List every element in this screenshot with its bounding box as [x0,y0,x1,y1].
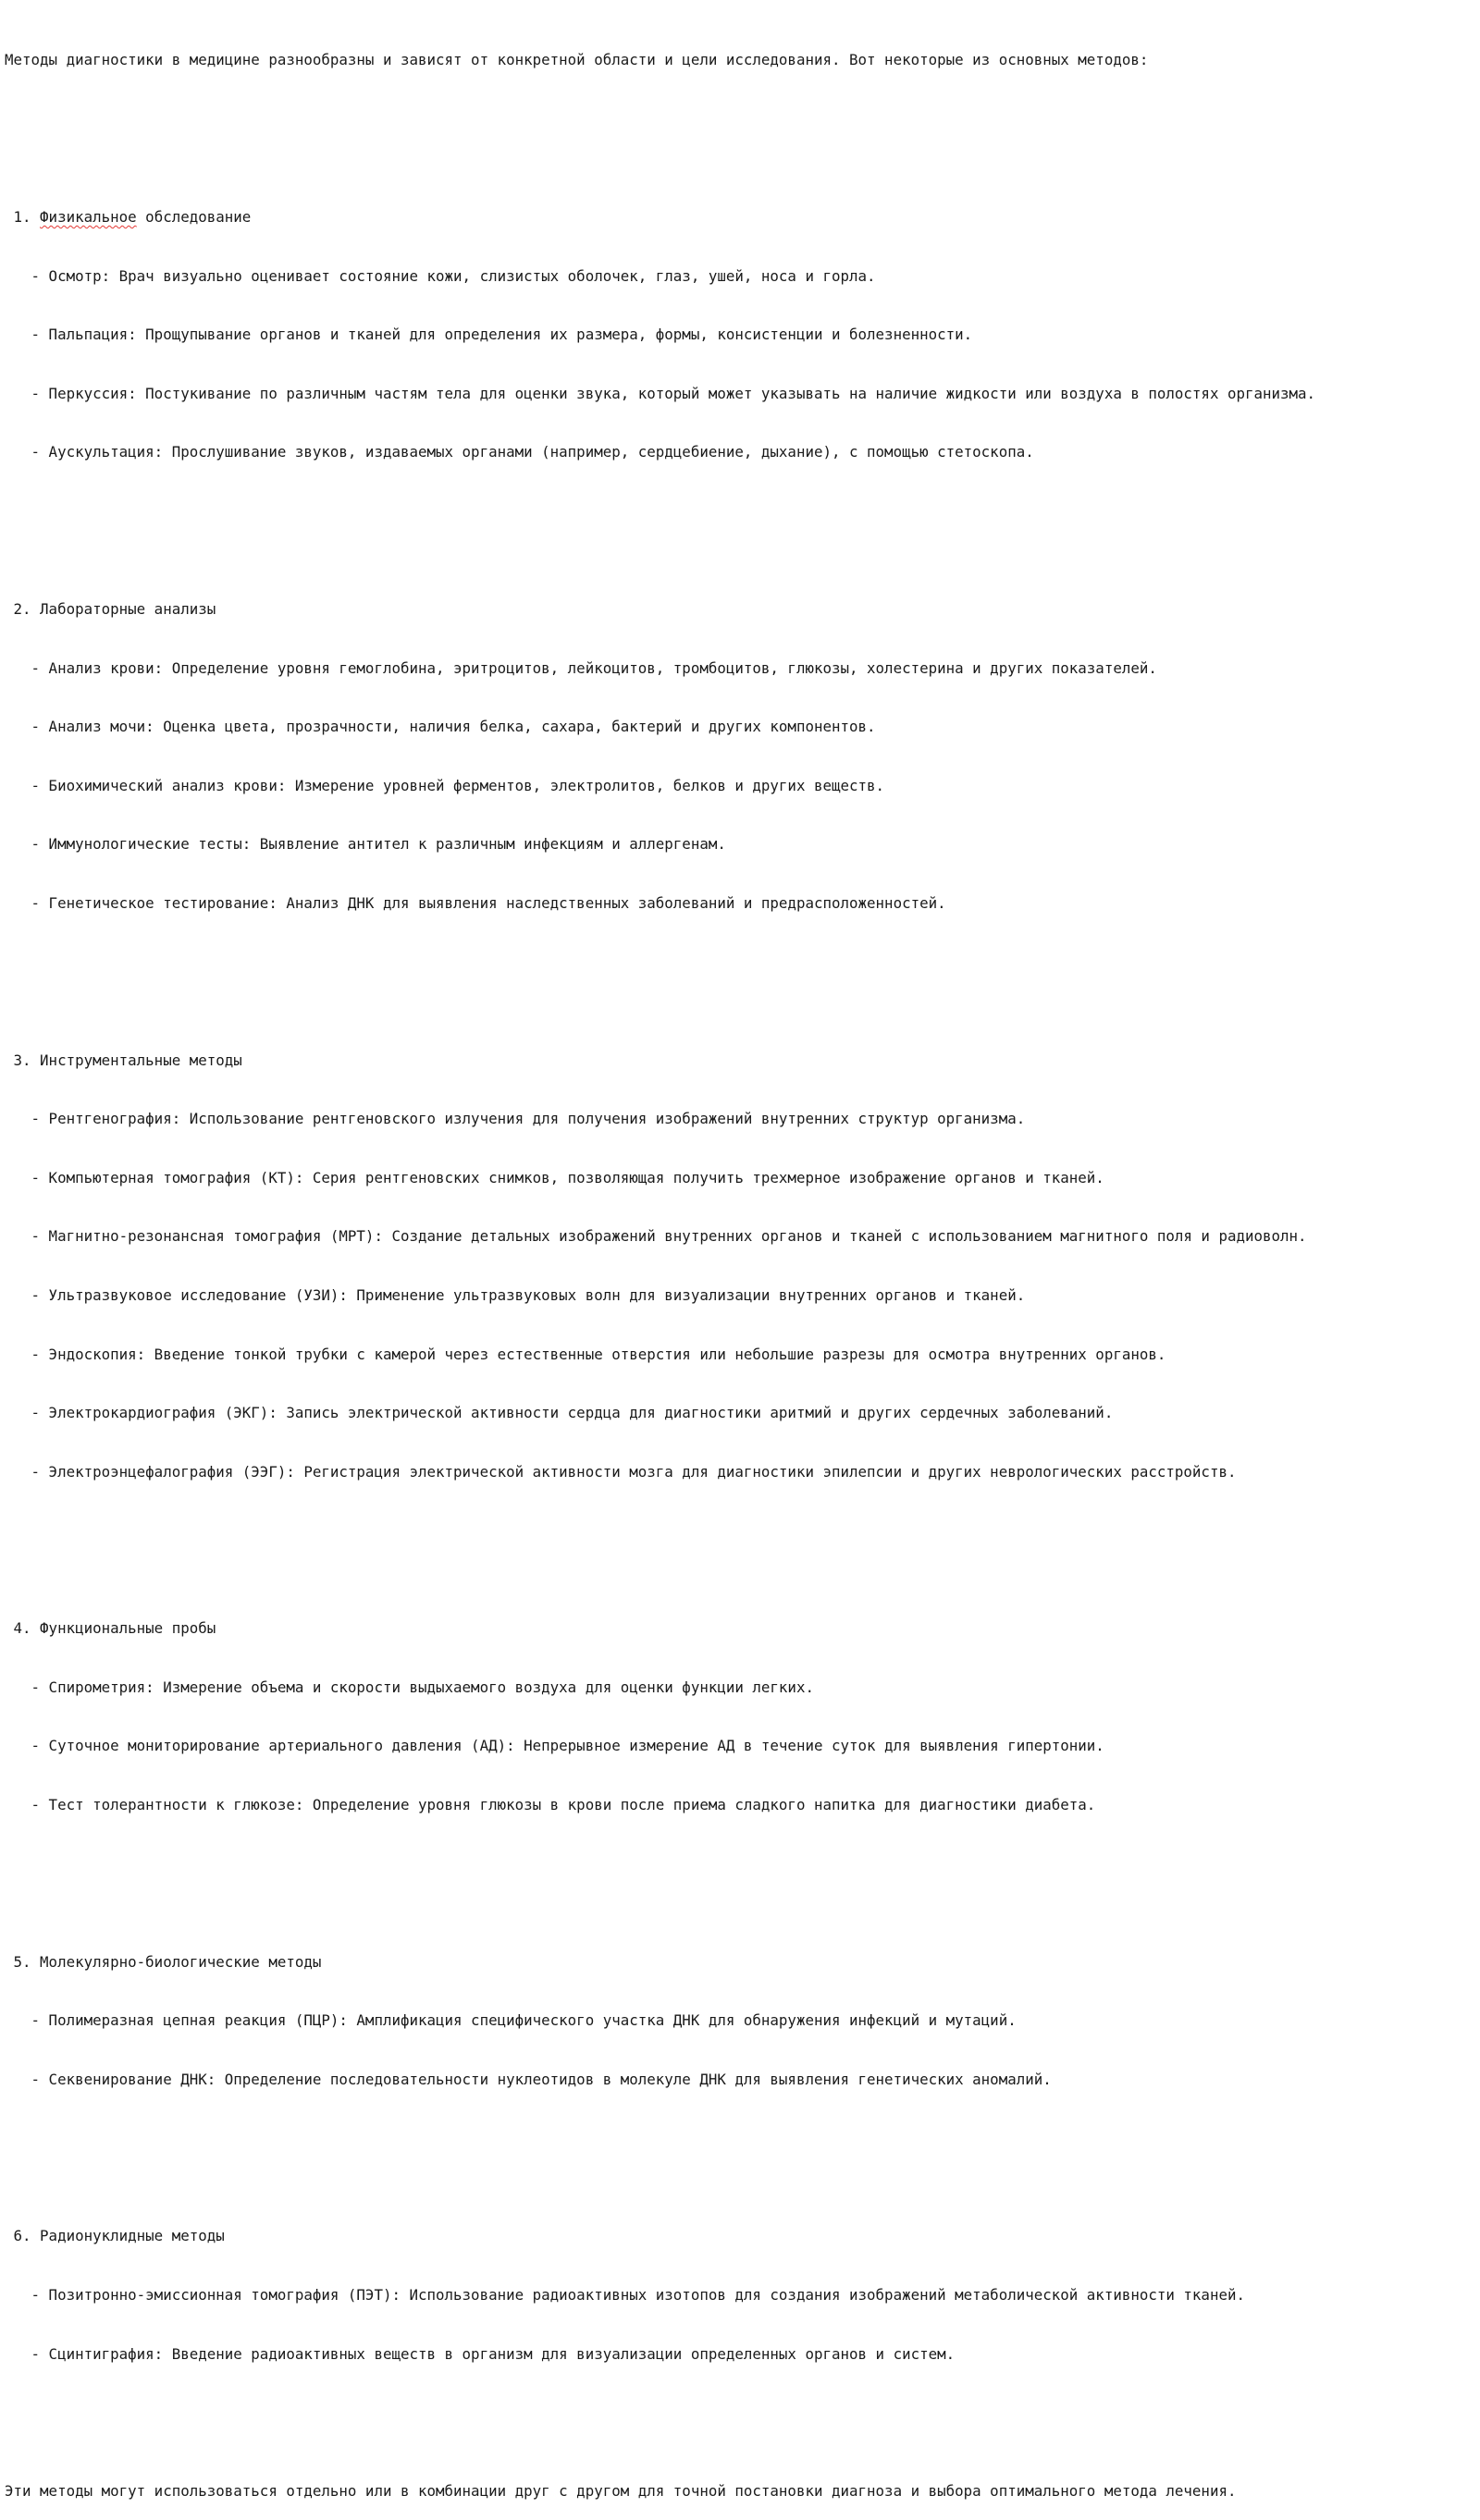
list-item: - Суточное мониторирование артериального давления (АД): Непрерывное измерение АД в течение суток для выявления гипертонии. [5,1737,1104,1755]
list-item: - Перкуссия: Постукивание по различным частям тела для оценки звука, который может указывать на наличие жидкости или воздуха в полостях организма. [5,384,1316,402]
list-item: - Электрокардиография (ЭКГ): Запись электрической активности сердца для диагностики аритмий и других сердечных заболеваний. [5,1404,1114,1422]
blank-line [5,953,1315,972]
section-title: Лабораторные анализы [40,599,216,618]
blank-line [5,2128,1315,2147]
list-item: - Компьютерная томография (КТ): Серия рентгеновских снимков, позволяющая получить трехмерное изображение органов и тканей. [5,1168,1104,1186]
blank-line [5,501,1315,521]
section-title: Радионуклидные методы [40,2227,225,2245]
section-number: 5. [5,1952,41,1971]
list-item: - Биохимический анализ крови: Измерение уровней ферментов, электролитов, белков и других веществ. [5,776,885,794]
section-title: Функциональные пробы [40,1619,216,1638]
spellcheck-flagged-word[interactable]: Физикальное [40,208,137,226]
list-item: - Аускультация: Прослушивание звуков, издаваемых органами (например, сердцебиение, дыхание), с помощью стетоскопа. [5,443,1034,461]
section-heading [5,1952,1315,1972]
section-heading [5,2226,1315,2245]
list-item: - Секвенирование ДНК: Определение последовательности нуклеотидов в молекуле ДНК для выявления генетических аномалий. [5,2070,1052,2088]
list-item: - Пальпация: Прощупывание органов и тканей для определения их размера, формы, консистенции и болезненности. [5,326,973,344]
blank-line [5,2403,1315,2422]
list-item: - Сцинтиграфия: Введение радиоактивных веществ в организм для визуализации определенных органов и систем. [5,2344,956,2363]
list-item: - Анализ мочи: Оценка цвета, прозрачности, наличия белка, сахара, бактерий и других компонентов. [5,718,876,736]
section-number: 6. [5,2227,41,2245]
blank-line [5,109,1315,129]
section-number: 3. [5,1051,41,1069]
list-item: - Электроэнцефалография (ЭЭГ): Регистрация электрической активности мозга для диагностики эпилепсии и других неврологических расстройств. [5,1462,1237,1481]
list-item: - Генетическое тестирование: Анализ ДНК для выявления наследственных заболеваний и предрасположенностей. [5,893,946,912]
list-item: - Иммунологические тесты: Выявление антител к различным инфекциям и аллергенам. [5,835,726,854]
section-title: Молекулярно-биологические методы [40,1952,322,1971]
list-item: - Магнитно-резонансная томография (МРТ): Создание детальных изображений внутренних органов и тканей с использованием магнитного поля и радиоволн. [5,1227,1307,1246]
intro-paragraph: Методы диагностики в медицине разнообразны и зависят от конкретной области и цели исследования. Вот некоторые из основных методов: [5,51,1149,69]
document-text [5,11,1315,2520]
section-title: Инструментальные методы [40,1051,242,1069]
conclusion-paragraph: Эти методы могут использоваться отдельно или в комбинации друг с другом для точной постановки диагноза и выбора оптимального метода лечения. [5,2482,1237,2501]
list-item: - Спирометрия: Измерение объема и скорости выдыхаемого воздуха для оценки функции легких. [5,1678,814,1696]
section-number: 4. [5,1619,41,1638]
blank-line [5,1854,1315,1874]
section-heading [5,599,1315,619]
list-item: - Полимеразная цепная реакция (ПЦР): Амплификация специфического участка ДНК для обнаружения инфекций и мутаций. [5,2011,1017,2030]
list-item: - Осмотр: Врач визуально оценивает состояние кожи, слизистых оболочек, глаз, ушей, носа и горла. [5,266,876,285]
section-title-rest: обследование [136,208,252,226]
section-number: 2. [5,599,41,618]
list-item: - Ультразвуковое исследование (УЗИ): Применение ультразвуковых волн для визуализации внутренних органов и тканей. [5,1285,1026,1304]
list-item: - Эндоскопия: Введение тонкой трубки с камерой через естественные отверстия или небольшие разрезы для осмотра внутренних органов. [5,1345,1166,1363]
list-item: - Тест толерантности к глюкозе: Определение уровня глюкозы в крови после приема сладкого напитка для диагностики диабета. [5,1796,1096,1814]
section-heading [5,1051,1315,1070]
section-heading [5,207,1315,227]
list-item: - Рентгенография: Использование рентгеновского излучения для получения изображений внутренних структур организма. [5,1110,1026,1128]
list-item: - Анализ крови: Определение уровня гемоглобина, эритроцитов, лейкоцитов, тромбоцитов, глюкозы, холестерина и других показателей. [5,658,1157,677]
list-item: - Позитронно-эмиссионная томография (ПЭТ): Использование радиоактивных изотопов для создания изображений метаболической активности тканей. [5,2286,1245,2305]
blank-line [5,1520,1315,1540]
section-number: 1. [5,208,41,226]
section-heading [5,1618,1315,1638]
